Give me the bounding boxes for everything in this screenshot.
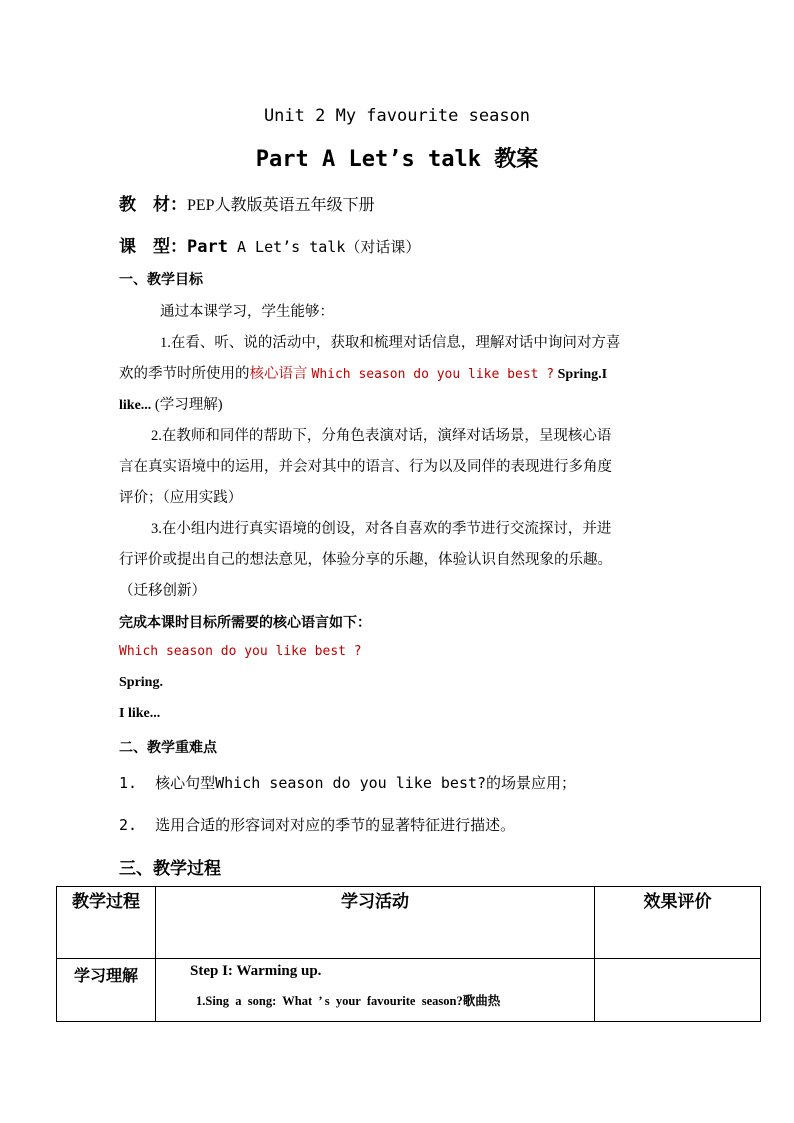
goal2-line3: 评价；（应用实践） <box>119 490 243 506</box>
goal1-core-answer: Spring.I <box>554 367 608 382</box>
step-title: Step I: Warming up. <box>190 963 322 979</box>
table-header-row <box>57 887 761 959</box>
table-row <box>57 959 761 1022</box>
section1-heading: 一、教学目标 <box>119 273 203 288</box>
unit-title: Unit 2 My favourite season <box>263 106 531 126</box>
activity-item: 1.Sing a song: What ’ s your favourite season?歌曲热 <box>196 994 501 1008</box>
material-line <box>119 190 375 215</box>
material-label: 教 材： <box>119 195 187 214</box>
key-point-2: 2. 选用合适的形容词对对应的季节的显著特征进行描述。 <box>119 816 516 834</box>
goal1-core-question: Which season do you like best ? <box>311 367 555 382</box>
goal1-text: 欢的季节时所使用的 <box>119 366 250 382</box>
header-process: 教学过程 <box>57 887 156 959</box>
section2-heading: 二、教学重难点 <box>119 741 217 756</box>
core-language-question: Which season do you like best ? <box>119 644 362 659</box>
goal1-note: (学习理解) <box>151 397 223 413</box>
goals-intro: 通过本课学习，学生能够： <box>160 304 334 320</box>
goal3-line2: 行评价或提出自己的想法意见，体验分享的乐趣，体验认识自然现象的乐趣。 <box>119 552 612 568</box>
teaching-process-table <box>56 886 761 1022</box>
goal3-line3: （迁移创新） <box>119 583 206 599</box>
key-point-1: 1. 核心句型Which season do you like best?的场景应用； <box>119 774 577 792</box>
core-language-pattern: I like... <box>119 706 161 721</box>
page-title: Part A Let’s talk 教案 <box>255 147 539 172</box>
row-stage: 学习理解 <box>57 959 156 1022</box>
goal1-core-label: 核心语言 <box>249 366 308 382</box>
row-activity <box>156 959 595 1022</box>
goal1-line1: 1.在看、听、说的活动中，获取和梳理对话信息，理解对话中询问对方喜 <box>160 335 621 351</box>
section3-heading: 三、教学过程 <box>119 859 221 878</box>
row-evaluation <box>595 959 761 1022</box>
goal2-line1: 2.在教师和同伴的帮助下，分角色表演对话，演绎对话场景，呈现核心语 <box>151 428 612 444</box>
type-line <box>119 232 420 257</box>
core-language-answer: Spring. <box>119 675 163 690</box>
goal1-core-answer-cont: like... <box>119 398 152 413</box>
goal2-line2: 言在真实语境中的运用，并会对其中的语言、行为以及同伴的表现进行多角度 <box>119 459 612 475</box>
type-part: Part <box>187 237 228 257</box>
type-value: A Let’s talk（对话课） <box>227 238 421 256</box>
header-activity: 学习活动 <box>156 887 595 959</box>
goal3-line1: 3.在小组内进行真实语境的创设，对各自喜欢的季节进行交流探讨，并进 <box>151 521 612 537</box>
material-value: PEP人教版英语五年级下册 <box>187 197 375 214</box>
type-label: 课 型： <box>119 237 187 256</box>
goal1-line2 <box>119 362 607 383</box>
goal1-line3 <box>119 393 223 414</box>
core-language-heading: 完成本课时目标所需要的核心语言如下： <box>119 616 371 631</box>
header-evaluation: 效果评价 <box>595 887 761 959</box>
